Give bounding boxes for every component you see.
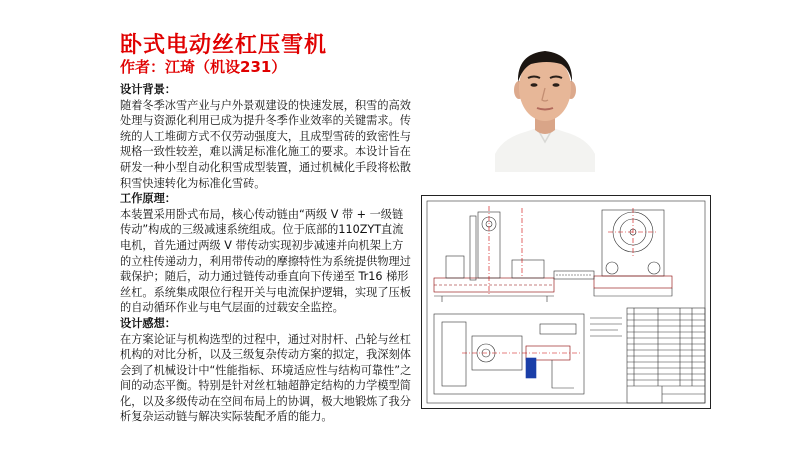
assembly-drawing <box>421 195 711 409</box>
reflection-heading: 设计感想： <box>120 316 176 330</box>
reflection-paragraph: 在方案论证与机构选型的过程中，通过对肘杆、凸轮与丝杠机构的对比分析，以及三级复杂传动方案的拟定，我深刻体会到了机械设计中“性能指标、环境适应性与结构可靠性”之间的动态平衡。特别是针对丝杠轴超静定结构的力学模型简化，以及多级传动在空间布局上的协调，极大地锻炼了我分析复杂运动链与解决实际装配矛盾的能力。 <box>120 332 412 424</box>
background-heading: 设计背景： <box>120 83 176 96</box>
principle-paragraph: 本装置采用卧式布局，核心传动链由“两级 V 带 + 一级链传动”构成的三级减速系统组成。位于底部的110ZYT直流电机，首先通过两级 V 带传动实现初步减速并向机架上方的立柱传递动力，利用带传动的摩擦特性为系统提供物理过载保护；随后，动力通过链传动垂直向下传递至 Tr16 梯形丝杠。系统集成限位行程开关与电流保护逻辑，实现了压板的自动循环作业与电气层面的过载安全监控。 <box>120 207 411 315</box>
author-line: 作者：江琦（机设231） <box>120 58 287 76</box>
poster-title: 卧式电动丝杠压雪机 <box>120 33 328 58</box>
background-paragraph: 随着冬季冰雪产业与户外景观建设的快速发展，积雪的高效处理与资源化利用已成为提升冬季作业效率的关键需求。传统的人工堆砌方式不仅劳动强度大，且成型雪砖的致密性与规格一致性较差，难以满足标准化施工的要求。本设计旨在研发一种小型自动化积雪成型装置，通过机械化手段将松散积雪快速转化为标准化雪砖。 <box>120 98 411 190</box>
body-text <box>120 82 412 425</box>
author-photo <box>495 42 595 172</box>
principle-heading: 工作原理： <box>120 192 176 206</box>
portrait-image <box>495 42 595 172</box>
drawing-image <box>422 196 710 408</box>
